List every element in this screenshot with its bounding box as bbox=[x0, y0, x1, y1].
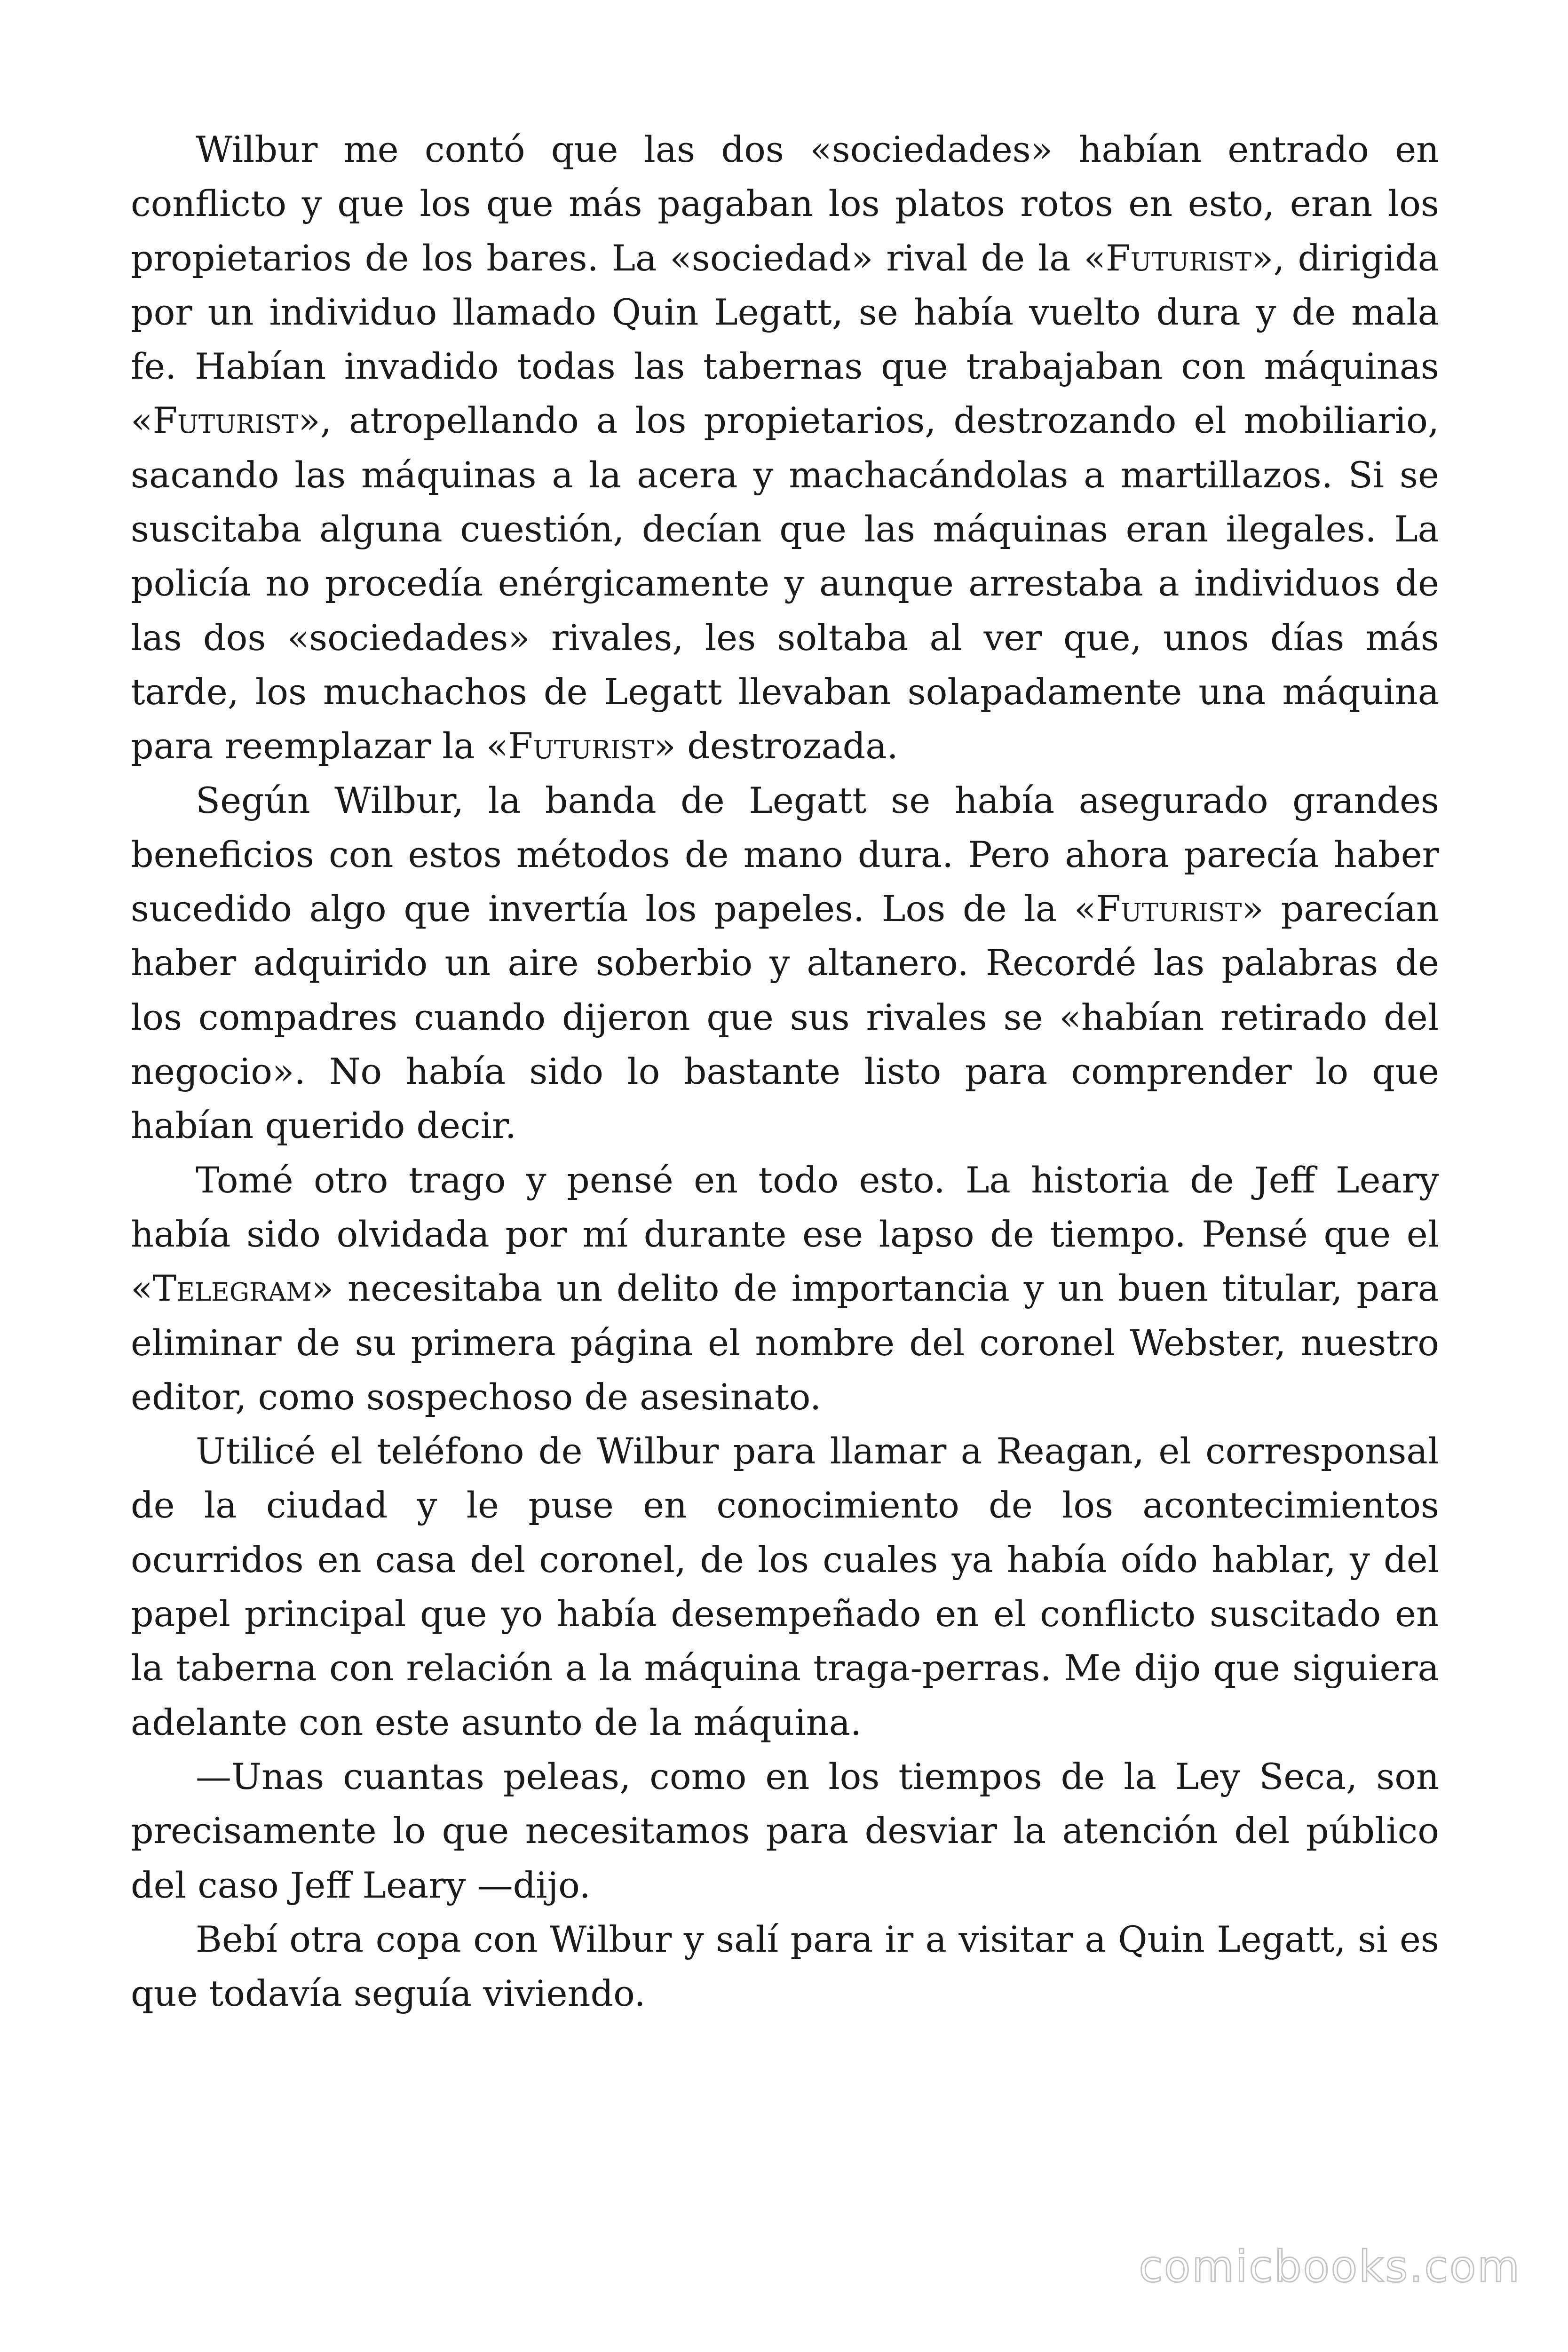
paragraph: Tomé otro trago y pensé en todo esto. La historia de Jeff Leary había sido olvidada por mí durante ese lapso de tiempo. Pensé que el «Telegram» necesitaba un delito de importancia y un buen titular, para eliminar de su primera página el nombre del coronel Webster, nuestro editor, como sospechoso de asesinato. bbox=[131, 1159, 1439, 1418]
paragraph: Bebí otra copa con Wilbur y salí para ir a visitar a Quin Legatt, si es que todavía seguía viviendo. bbox=[131, 1918, 1439, 2015]
small-caps-word: Futurist bbox=[508, 725, 654, 767]
watermark-text: comicbooks.com bbox=[1139, 2241, 1521, 2292]
body-text bbox=[131, 122, 1439, 2020]
small-caps-word: Futurist bbox=[152, 399, 299, 442]
small-caps-word: Futurist bbox=[1106, 237, 1251, 279]
paragraph: Wilbur me contó que las dos «sociedades» habían entrado en conflicto y que los que más pagaban los platos rotos en esto, eran los propietarios de los bares. La «sociedad» rival de la «Futurist», dirigida por un individuo llamado Quin Legatt, se había vuelto dura y de mala fe. Habían invadido todas las tabernas que trabajaban con máquinas «Futurist», atropellando a los propietarios, destrozando el mobiliario, sacando las máquinas a la acera y machacándolas a martillazos. Si se suscitaba alguna cuestión, decían que las máquinas eran ilegales. La policía no procedía enérgicamente y aunque arrestaba a individuos de las dos «sociedades» rivales, les soltaba al ver que, unos días más tarde, los muchachos de Legatt llevaban solapadamente una máquina para reemplazar la «Futurist» destrozada. bbox=[131, 128, 1439, 767]
paragraph: Utilicé el teléfono de Wilbur para llamar a Reagan, el corresponsal de la ciudad y le puse en conocimiento de los acontecimientos ocurridos en casa del coronel, de los cuales ya había oído hablar, y del papel principal que yo había desempeñado en el conflicto suscitado en la taberna con relación a la máquina traga-perras. Me dijo que siguiera adelante con este asunto de la máquina. bbox=[131, 1430, 1439, 1743]
paragraph: —Unas cuantas peleas, como en los tiempos de la Ley Seca, son precisamente lo que necesitamos para desviar la atención del público del caso Jeff Leary —dijo. bbox=[131, 1755, 1439, 1906]
small-caps-word: Futurist bbox=[1096, 888, 1242, 930]
paragraph: Según Wilbur, la banda de Legatt se había asegurado grandes beneficios con estos métodos de mano dura. Pero ahora parecía haber sucedido algo que invertía los papeles. Los de la «Futurist» parecían haber adquirido un aire soberbio y altanero. Recordé las palabras de los compadres cuando dijeron que sus rivales se «habían retirado del negocio». No había sido lo bastante listo para comprender lo que habían querido decir. bbox=[131, 779, 1439, 1147]
small-caps-word: Telegram bbox=[152, 1267, 312, 1310]
